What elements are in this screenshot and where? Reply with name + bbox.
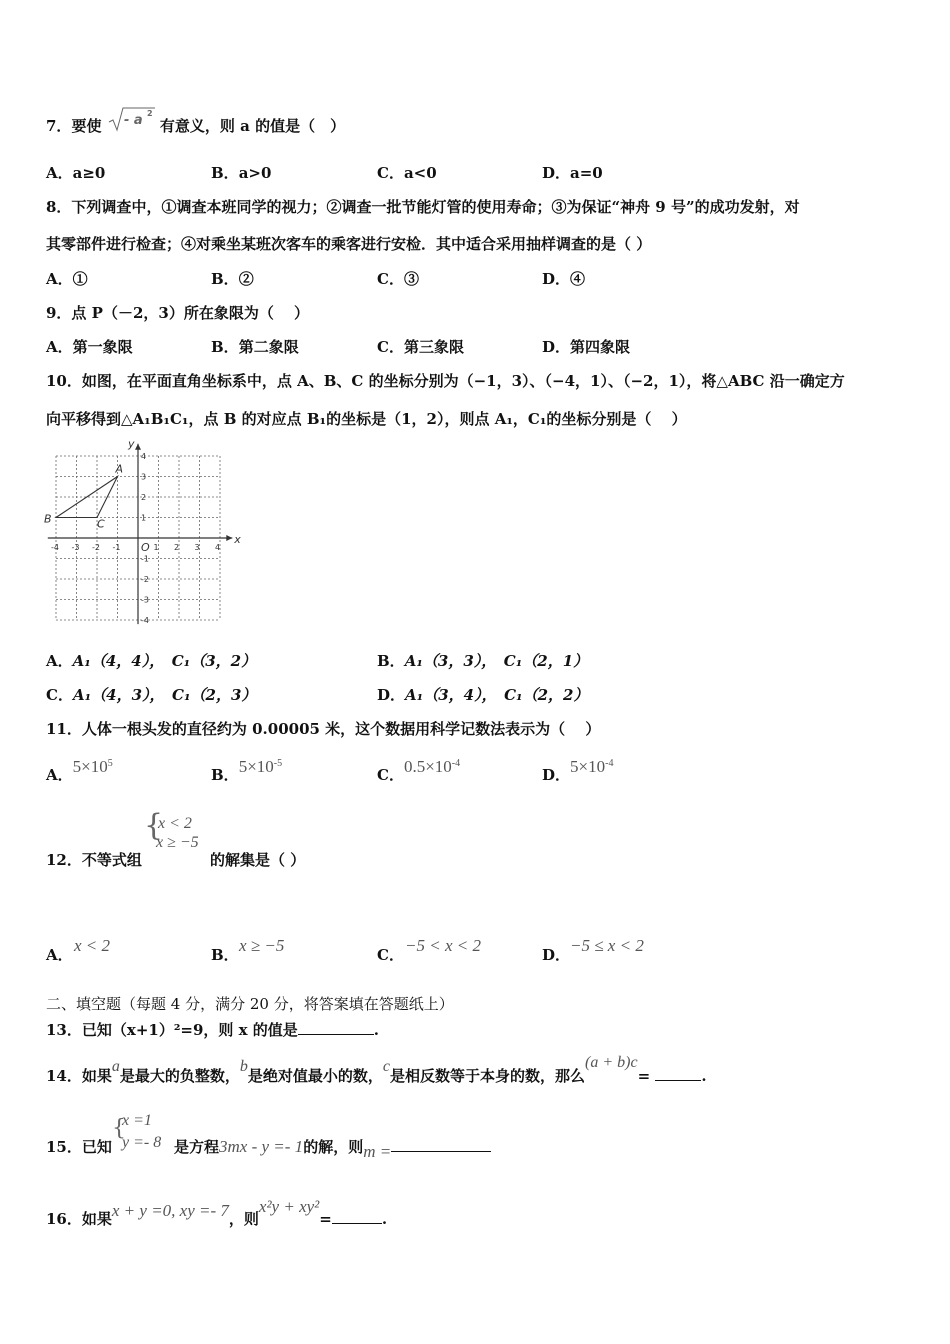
radicand: - a: [123, 113, 143, 128]
system-line-1: x =1: [122, 1112, 152, 1129]
q15-equation-system: [112, 1110, 161, 1154]
q10-stem-line1: 10．如图，在平面直角坐标系中，点 A、B、C 的坐标分别为（−1，3）、（−4，1）、（−2，1），将△ABC 沿一确定方: [46, 372, 845, 390]
q15-stem: 是方程3mx - y =- 1的解，则m =: [174, 1136, 491, 1157]
q12-inequality-system: [144, 808, 199, 852]
x-axis-label: x: [234, 533, 241, 546]
x-tick-label: 4: [215, 543, 221, 552]
y-tick-label: -1: [141, 554, 149, 564]
left-brace-icon: {: [112, 1116, 126, 1141]
y-tick-label: 1: [141, 513, 147, 523]
system-line-2: y =- 8: [122, 1134, 162, 1151]
y-tick-label: -3: [141, 595, 149, 605]
left-brace-icon: {: [144, 808, 164, 843]
q11-option-d: D．$5\times 10^{-4}$: [542, 757, 614, 784]
sqrt-expression: [107, 106, 155, 132]
q12-option-b: B．: [211, 946, 239, 964]
y-tick-label: 4: [141, 452, 147, 461]
q12-option-c-math: −5 < x < 2: [405, 936, 481, 955]
y-tick-label: 2: [141, 493, 147, 502]
x-tick-label: 1: [153, 543, 159, 552]
point-label-b: B: [44, 512, 52, 526]
q9-option-d: D．第四象限: [542, 338, 631, 356]
q8-option-d: D．④: [542, 270, 586, 288]
q10-option-a: A．A₁（4，4）， C₁（3，2）: [46, 652, 257, 670]
q12-option-b-math: x ≥ −5: [239, 936, 285, 955]
q9-stem: 9．点 P（－2，3）所在象限为（ ）: [46, 304, 310, 322]
x-tick-label: -3: [71, 543, 80, 552]
x-tick-label: 3: [194, 543, 200, 552]
q8-option-b: B．②: [211, 270, 254, 288]
system-line-1: x < 2: [158, 815, 192, 832]
radical-sign-icon: [107, 106, 155, 132]
q9-option-a: A．第一象限: [46, 338, 133, 356]
q7-option-c: C．a<0: [377, 164, 437, 182]
q12-option-d-math: −5 ≤ x < 2: [570, 936, 644, 955]
y-tick-label: 3: [141, 472, 147, 482]
q9-option-c: C．第三象限: [377, 338, 464, 356]
point-label-c: C: [97, 517, 105, 531]
origin-label: O: [141, 541, 150, 554]
point-label-a: A: [115, 462, 124, 476]
q12-post: 的解集是（ ）: [210, 851, 306, 869]
y-axis-arrow-icon: [135, 444, 141, 450]
y-tick-label: -4: [141, 616, 149, 625]
system-line-2: x ≥ −5: [156, 834, 199, 851]
q11-option-b: B．$5\times 10^{-5}$: [211, 757, 283, 784]
q8-option-c: C．③: [377, 270, 419, 288]
coordinate-grid-figure: [40, 432, 241, 625]
q7-stem: 7．要使 - a 2 有意义，则 a 的值是（ ）: [46, 114, 345, 140]
q13-stem: 13．已知（x+1）²=9，则 x 的值是 .: [46, 1021, 380, 1039]
q8-option-a: A．①: [46, 270, 88, 288]
y-tick-label: -2: [141, 575, 149, 584]
q10-option-d: D．A₁（3，4）， C₁（2，2）: [377, 686, 589, 704]
q11-option-a: A．$5\times 10^5$: [46, 757, 113, 784]
q9-option-b: B．第二象限: [211, 338, 299, 356]
q15-num: 15．已知: [46, 1138, 112, 1156]
radicand-exponent: 2: [146, 109, 153, 118]
q7-option-d: D．a=0: [542, 164, 603, 182]
q8-stem-line1: 8．下列调查中，①调查本班同学的视力；②调查一批节能灯管的使用寿命；③为保证“神舟 9 号”的成功发射，对: [46, 198, 800, 216]
q7-option-b: B．a>0: [211, 164, 272, 182]
q14-stem: 14．如果a是最大的负整数，b是绝对值最小的数，c是相反数等于本身的数，那么(a + b)c= .: [46, 1054, 707, 1085]
q10-option-c: C．A₁（4，3）， C₁（2，3）: [46, 686, 257, 704]
x-tick-label: -2: [92, 543, 100, 552]
x-tick-label: -1: [112, 543, 121, 552]
x-axis-arrow-icon: [226, 535, 232, 541]
q11-stem: 11．人体一根头发的直径约为 0.00005 米，这个数据用科学记数法表示为（ ）: [46, 720, 601, 738]
q10-option-b: B．A₁（3，3）， C₁（2，1）: [377, 652, 589, 670]
x-tick-label: 2: [174, 543, 180, 552]
q12-option-c: C．: [377, 946, 404, 964]
q10-stem-line2: 向平移得到△A₁B₁C₁，点 B 的对应点 B₁的坐标是（1，2），则点 A₁，C₁的坐标分别是（ ）: [46, 410, 687, 428]
q11-option-c: C．$0.5\times 10^{-4}$: [377, 757, 461, 784]
q12-option-a: A．: [46, 946, 73, 964]
x-tick-label: -4: [51, 543, 59, 552]
section-heading: 二、填空题（每题 4 分，满分 20 分，将答案填在答题纸上）: [46, 995, 454, 1013]
q7-option-a: A．a≥0: [46, 164, 106, 182]
y-axis-label: y: [128, 437, 135, 451]
q12-option-a-math: x < 2: [74, 936, 111, 955]
q12-num: 12．不等式组: [46, 851, 142, 869]
q8-stem-line2: 其零部件进行检查；④对乘坐某班次客车的乘客进行安检．其中适合采用抽样调查的是（ ）: [46, 235, 652, 253]
q12-option-d: D．: [542, 946, 571, 964]
q16-stem: 16．如果x + y =0, xy =- 7，则x²y + xy²= .: [46, 1197, 388, 1228]
